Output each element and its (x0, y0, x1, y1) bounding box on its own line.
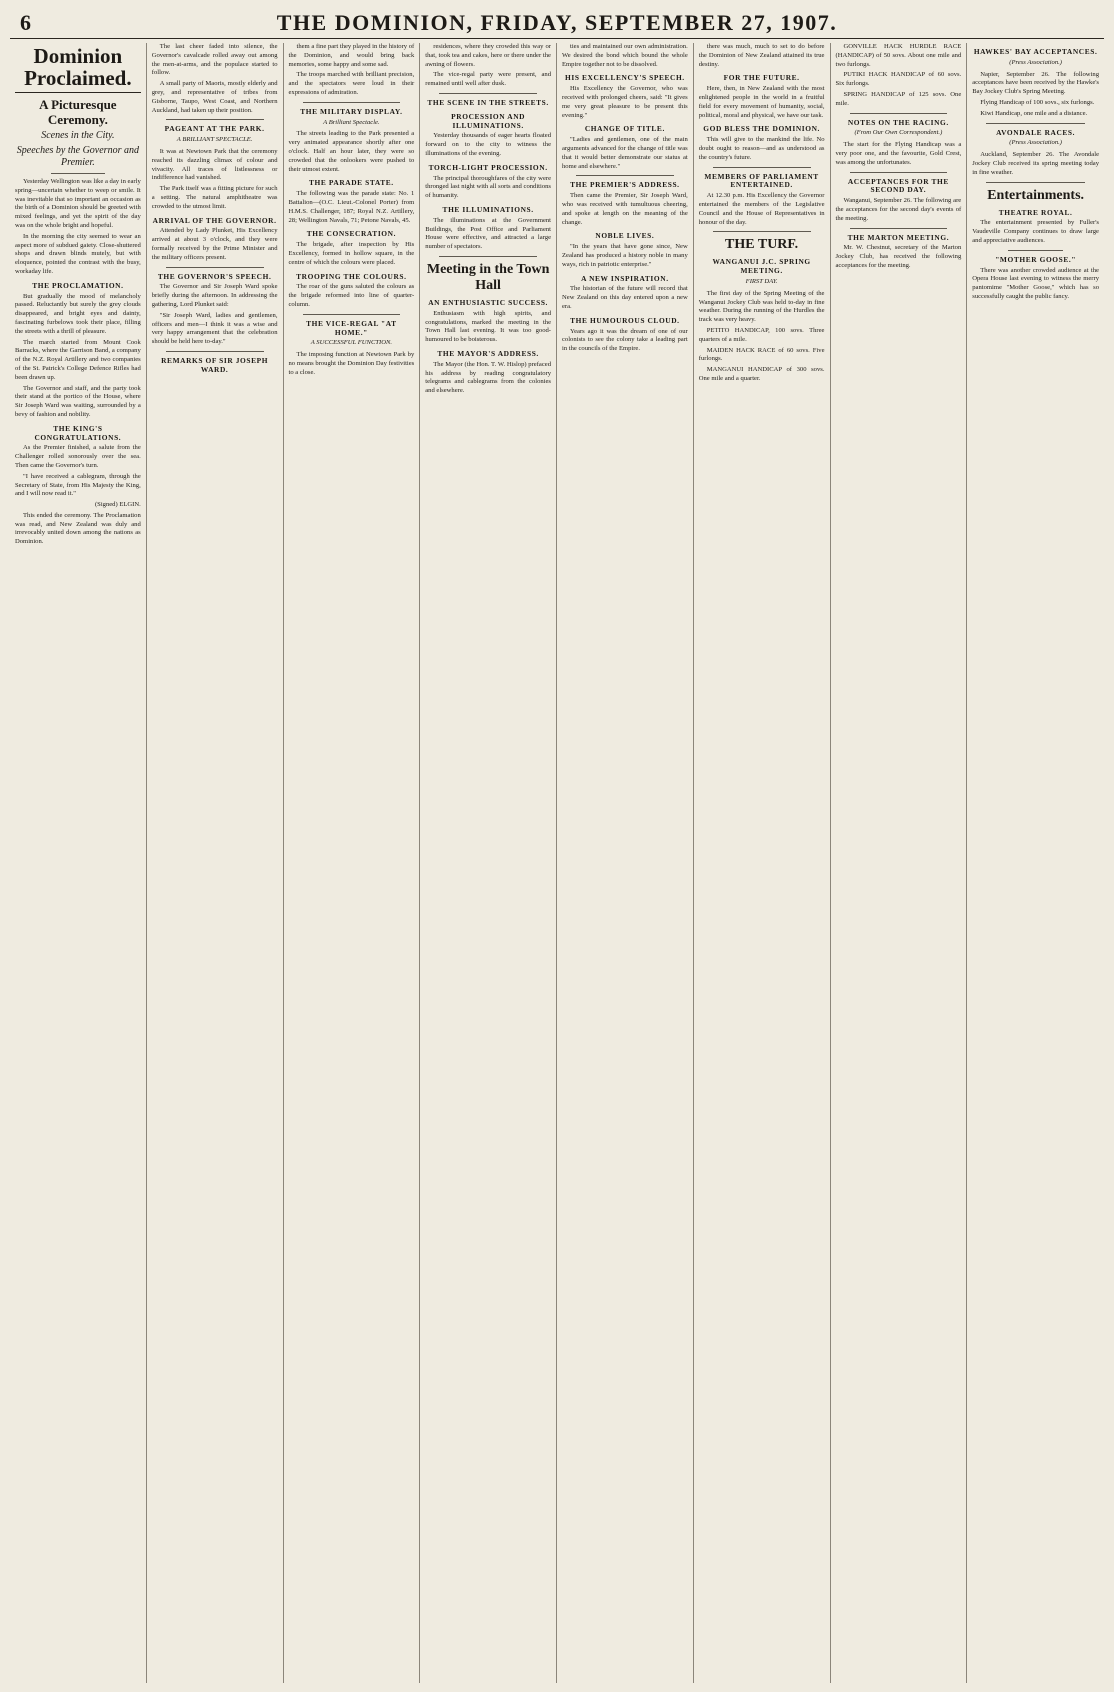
section-subheading: (From Our Own Correspondent.) (854, 129, 943, 137)
divider (166, 351, 264, 352)
section-heading: PAGEANT AT THE PARK. (164, 124, 265, 134)
section-heading: HAWKES' BAY ACCEPTANCES. (973, 47, 1098, 56)
divider (576, 175, 674, 176)
section-heading: THE CONSECRATION. (306, 229, 397, 239)
article-paragraph: Then came the Premier, Sir Joseph Ward, who was received with tumultuous cheering, and spoke at length on the meaning of the change. (562, 192, 688, 226)
section-heading: REMARKS OF SIR JOSEPH WARD. (161, 355, 269, 374)
article-paragraph: At 12.30 p.m. His Excellency the Governor entertained the members of the Legislative Council and the House of Representatives in honour of the day. (698, 192, 825, 226)
article-paragraph: His Excellency the Governor, who was received with prolonged cheers, said: "It gives me very great pleasure to be present this evening." (562, 85, 688, 119)
section-heading: WANGANUI J.C. SPRING MEETING. (712, 257, 811, 276)
article-paragraph: As the Premier finished, a salute from the Challenger rolled sonorously over the sea. Then came the Governor's turn. (15, 444, 141, 469)
section-heading: THE HUMOUROUS CLOUD. (570, 315, 680, 325)
divider (850, 228, 948, 229)
article-paragraph: Yesterday Wellington was like a day in early spring—uncertain whether to weep or smile. It was inevitable that so important an occasion as the birth of a Dominion should be greeted with mixed feelings, and yet the spirit of the day was on the whole bright and hopeful. (15, 178, 141, 229)
article-paragraph: Auckland, September 26. The Avondale Jockey Club received its spring meeting today in fine weather. (972, 151, 1099, 176)
section-subheading: A SUCCESSFUL FUNCTION. (310, 339, 393, 347)
section-heading: TORCH-LIGHT PROCESSION. (428, 162, 548, 172)
headline-the-turf: THE TURF. (725, 237, 799, 253)
section-subheading: A Brilliant Spectacle. (323, 118, 380, 126)
section-heading: GOD BLESS THE DOMINION. (703, 124, 820, 134)
column-1 (10, 43, 147, 1683)
article-paragraph: Attended by Lady Plunket, His Excellency arrived at about 3 o'clock, and they were formally received by the Prime Minister and the military officers present. (151, 227, 278, 261)
divider (713, 231, 811, 232)
column-3 (284, 43, 421, 1683)
divider (986, 182, 1085, 183)
section-heading: THE SCENE IN THE STREETS. (427, 97, 549, 107)
column-6 (694, 43, 831, 1683)
section-heading: THE VICE-REGAL "AT HOME." (306, 318, 397, 337)
section-subheading: FIRST DAY. (745, 277, 778, 285)
article-paragraph: The Park itself was a fitting picture for such a setting. The natural amphitheatre was crowded to the utmost limit. (151, 185, 278, 210)
section-heading: THE MARTON MEETING. (847, 232, 950, 242)
article-paragraph: The troops marched with brilliant precision, and the spectators were loud in their expressions of admiration. (288, 71, 415, 96)
article-paragraph: The roar of the guns saluted the colours as the brigade reformed into line of quarter-column. (288, 283, 415, 308)
article-paragraph: "Sir Joseph Ward, ladies and gentlemen, officers and men—I think it was a wise and very happy arrangement that the celebration should be held here to-day." (151, 311, 278, 346)
article-paragraph: Here, then, in New Zealand with the most enlightened people in the world in a fruitful field for every movement of humanity, social, political, moral and physical, we have our task. (698, 85, 825, 119)
section-heading: CHANGE OF TITLE. (584, 124, 665, 134)
article-paragraph: The brigade, after inspection by His Excellency, formed in hollow square, in the centre of which the colours were placed. (288, 241, 415, 266)
divider (850, 172, 948, 173)
subhead-speeches: Speeches by the Governor and Premier. (16, 145, 139, 168)
section-heading: FOR THE FUTURE. (723, 73, 800, 83)
divider (51, 173, 105, 174)
column-2 (147, 43, 284, 1683)
article-paragraph: But gradually the mood of melancholy passed. Reluctantly but surely the grey clouds disappeared, and bright eyes and dainty, fascinating furbelows took their place, filling the streets with a thrill of pleasure. (15, 292, 141, 335)
section-subheading: (Press Association.) (1009, 58, 1062, 66)
divider (713, 167, 811, 168)
article-paragraph: Yesterday thousands of eager hearts floated forward on to the city to witness the illuminations of the evening. (425, 132, 551, 157)
newspaper-title: THE DOMINION, FRIDAY, SEPTEMBER 27, 1907. (276, 10, 838, 35)
column-4 (420, 43, 557, 1683)
article-paragraph: The imposing function at Newtown Park by no means brought the Dominion Day festivities to a close. (288, 351, 415, 376)
divider (303, 314, 401, 315)
article-paragraph: The march started from Mount Cook Barracks, where the Garrison Band, a company of the N.Z. Royal Artillery and two companies of the St. Patrick's College Defence Rifles had been drawn up. (15, 338, 141, 381)
headline-entertainments: Entertainments. (987, 187, 1085, 203)
article-paragraph: The historian of the future will record that New Zealand on this day entered upon a new era. (562, 285, 688, 310)
article-paragraph: The following was the parade state: No. 1 Battalion—(O.C. Lieut.-Colonel Porter) from H.M.S. Challenger, 187; Royal N.Z. Artillery, 28; Wellington Navals, 71; Petone Navals, 45. (288, 190, 415, 224)
divider (166, 119, 264, 120)
article-paragraph: The principal thoroughfares of the city were thronged last night with all sorts and conditions of humanity. (425, 174, 551, 200)
article-paragraph: The streets leading to the Park presented a very animated appearance shortly after one o'clock. Half an hour later, they were so crowded that the onlookers were pushed to their utmost extent. (288, 130, 415, 173)
race-entry: Kiwi Handicap, one mile and a distance. (980, 109, 1088, 117)
article-paragraph: them a fine part they played in the history of the Dominion, and would bring back memories, some happy and some sad. (288, 43, 415, 68)
race-entry: Flying Handicap of 100 sovs., six furlongs. (980, 98, 1095, 106)
article-paragraph: In the morning the city seemed to wear an aspect more of subdued gaiety. Close-shuttered shops and drawn blinds mutely, but with eloquence, pointed the contrast with the busy, workaday life. (15, 232, 141, 275)
article-paragraph: "In the years that have gone since, New Zealand has produced a history noble in many ways, rich in patriotic enterprise." (562, 243, 688, 268)
section-heading: MEMBERS OF PARLIAMENT ENTERTAINED. (704, 171, 819, 190)
race-entry: PUTIKI HACK HANDICAP of 60 sovs. Six furlongs. (835, 71, 962, 88)
column-5 (557, 43, 694, 1683)
section-heading: ACCEPTANCES FOR THE SECOND DAY. (847, 176, 949, 195)
article-paragraph: The entertainment presented by Fuller's Vaudeville Company continues to draw large and appreciative audiences. (972, 219, 1099, 244)
signature-line: (Signed) ELGIN. (94, 501, 141, 509)
article-paragraph: Wanganui, September 26. The following are the acceptances for the second day's events of the meeting. (835, 197, 962, 222)
divider (439, 93, 537, 94)
section-heading: THE PROCLAMATION. (32, 280, 124, 290)
article-paragraph: The illuminations at the Government Buildings, the Post Office and Parliament House were effective, and attracted a large number of spectators. (425, 216, 551, 251)
article-paragraph: The last cheer faded into silence, the Governor's cavalcade rolled away out among the men-at-arms, and the populace started to follow. (151, 43, 278, 77)
section-heading: ARRIVAL OF THE GOVERNOR. (152, 215, 277, 225)
article-paragraph: The Governor and staff, and the party took their stand at the portico of the House, where Sir Joseph Ward was waiting, surrounded by a bevy of fashion and nobility. (15, 384, 141, 418)
section-heading: THE GOVERNOR'S SPEECH. (157, 271, 272, 281)
section-heading: THE PREMIER'S ADDRESS. (570, 180, 680, 190)
section-subheading: (Press Association.) (1009, 139, 1062, 147)
article-paragraph: The start for the Flying Handicap was a very poor one, and the favourite, Gold Crest, was among the unfortunates. (835, 141, 962, 166)
article-paragraph: A small party of Maoris, mostly elderly and grey, and representative of tribes from Gisborne, Taupo, West Coast, and Northern Auckland, had taken up their position. (151, 80, 278, 114)
article-paragraph: Years ago it was the dream of one of our colonists to see the colony take a leading part in the councils of the Empire. (562, 327, 688, 353)
article-paragraph: This ended the ceremony. The Proclamation was read, and New Zealand was duly and irrevocably united down among the nations as Dominion. (15, 511, 141, 546)
article-paragraph: The first day of the Spring Meeting of the Wanganui Jockey Club was held to-day in fine weather. During the running of the Hurdles the track was very heavy. (698, 289, 825, 324)
divider (166, 267, 264, 268)
section-heading: NOTES ON THE RACING. (847, 117, 949, 127)
article-paragraph: Napier, September 26. The following acceptances have been received by the Hawke's Bay Jockey Club's Spring Meeting. (972, 70, 1099, 96)
article-paragraph: There was another crowded audience at the Opera House last evening to witness the merry pantomime "Mother Goose," which has so successfully caught the public fancy. (972, 266, 1099, 300)
section-heading: A NEW INSPIRATION. (581, 273, 669, 283)
article-paragraph: The vice-regal party were present, and remained until well after dusk. (425, 71, 551, 88)
headline-dominion-proclaimed: Dominion Proclaimed. (15, 45, 141, 93)
race-entry: SPRING HANDICAP of 125 sovs. One mile. (835, 90, 962, 107)
race-entry: GONVILLE HACK HURDLE RACE (HANDICAP) of 50 sovs. About one mile and two furlongs. (835, 43, 962, 68)
article-paragraph: "Ladies and gentlemen, one of the main arguments advanced for the change of title was that it would better demonstrate our status at home and elsewhere." (562, 136, 688, 170)
subhead-picturesque-ceremony: A Picturesque Ceremony. (39, 97, 117, 127)
section-heading: THE PARADE STATE. (309, 178, 394, 188)
column-8 (967, 43, 1104, 1683)
article-paragraph: residences, where they crowded this way or that, took tea and cakes, here or there under the awning of flowers. (425, 43, 551, 68)
section-heading: AN ENTHUSIASTIC SUCCESS. (428, 297, 548, 307)
article-paragraph: It was at Newtown Park that the ceremony reached its dazzling climax of colour and vivacity. All traces of listlessness or indifference had vanished. (151, 147, 278, 182)
section-heading: THE ILLUMINATIONS. (442, 204, 534, 214)
section-heading: PROCESSION AND ILLUMINATIONS. (451, 111, 526, 130)
race-entry: PETITO HANDICAP, 100 sovs. Three quarters of a mile. (698, 326, 825, 343)
section-heading: "MOTHER GOOSE." (995, 254, 1077, 264)
section-heading: THEATRE ROYAL. (998, 207, 1073, 217)
divider (1008, 250, 1063, 251)
article-paragraph: Mr. W. Chestnut, secretary of the Marton Jockey Club, has received the following acceptances for the meeting. (835, 244, 962, 269)
article-paragraph: The Governor and Sir Joseph Ward spoke briefly during the afternoon. In addressing the gathering, Lord Plunket said: (151, 283, 278, 308)
page-number: 6 (20, 10, 31, 35)
article-paragraph: ties and maintained our own administration. We desired the bond which bound the whole Empire together not to be dissolved. (562, 43, 688, 68)
divider (303, 102, 401, 103)
section-heading: THE MILITARY DISPLAY. (300, 106, 403, 116)
subhead-scenes: Scenes in the City. (41, 130, 115, 141)
article-paragraph: This will give to the mankind the life. No doubt ought to reason—and as understood as the country's future. (698, 136, 825, 161)
section-heading: NOBLE LIVES. (595, 231, 655, 241)
divider (439, 256, 537, 257)
divider (850, 113, 948, 114)
headline-town-hall: Meeting in the Town Hall (426, 261, 550, 293)
race-entry: MANGANUI HANDICAP of 300 sovs. One mile and a quarter. (698, 366, 825, 382)
section-heading: TROOPING THE COLOURS. (296, 271, 407, 281)
section-heading: THE KING'S CONGRATULATIONS. (34, 423, 122, 442)
divider (986, 123, 1085, 124)
article-paragraph: there was much, much to set to do before the Dominion of New Zealand attained its true destiny. (698, 43, 825, 68)
masthead (10, 8, 1104, 39)
race-entry: MAIDEN HACK RACE of 60 sovs. Five furlongs. (698, 346, 825, 363)
article-paragraph: Enthusiasm with high spirits, and congratulations, marked the meeting in the Town Hall last evening. It was too good-humoured to be boisterous. (425, 309, 551, 344)
article-paragraph: The Mayor (the Hon. T. W. Hislop) prefaced his address by reading congratulatory telegrams and cablegrams from the colonies and elsewhere. (425, 360, 551, 395)
section-heading: HIS EXCELLENCY'S SPEECH. (565, 73, 685, 83)
article-paragraph: "I have received a cablegram, through the Secretary of State, from His Majesty the King, and I will now read it." (15, 472, 141, 498)
column-7 (831, 43, 968, 1683)
section-subheading: A BRILLIANT SPECTACLE. (176, 136, 253, 144)
section-heading: AVONDALE RACES. (996, 127, 1076, 137)
section-heading: THE MAYOR'S ADDRESS. (437, 348, 539, 358)
article-columns (10, 43, 1104, 1683)
